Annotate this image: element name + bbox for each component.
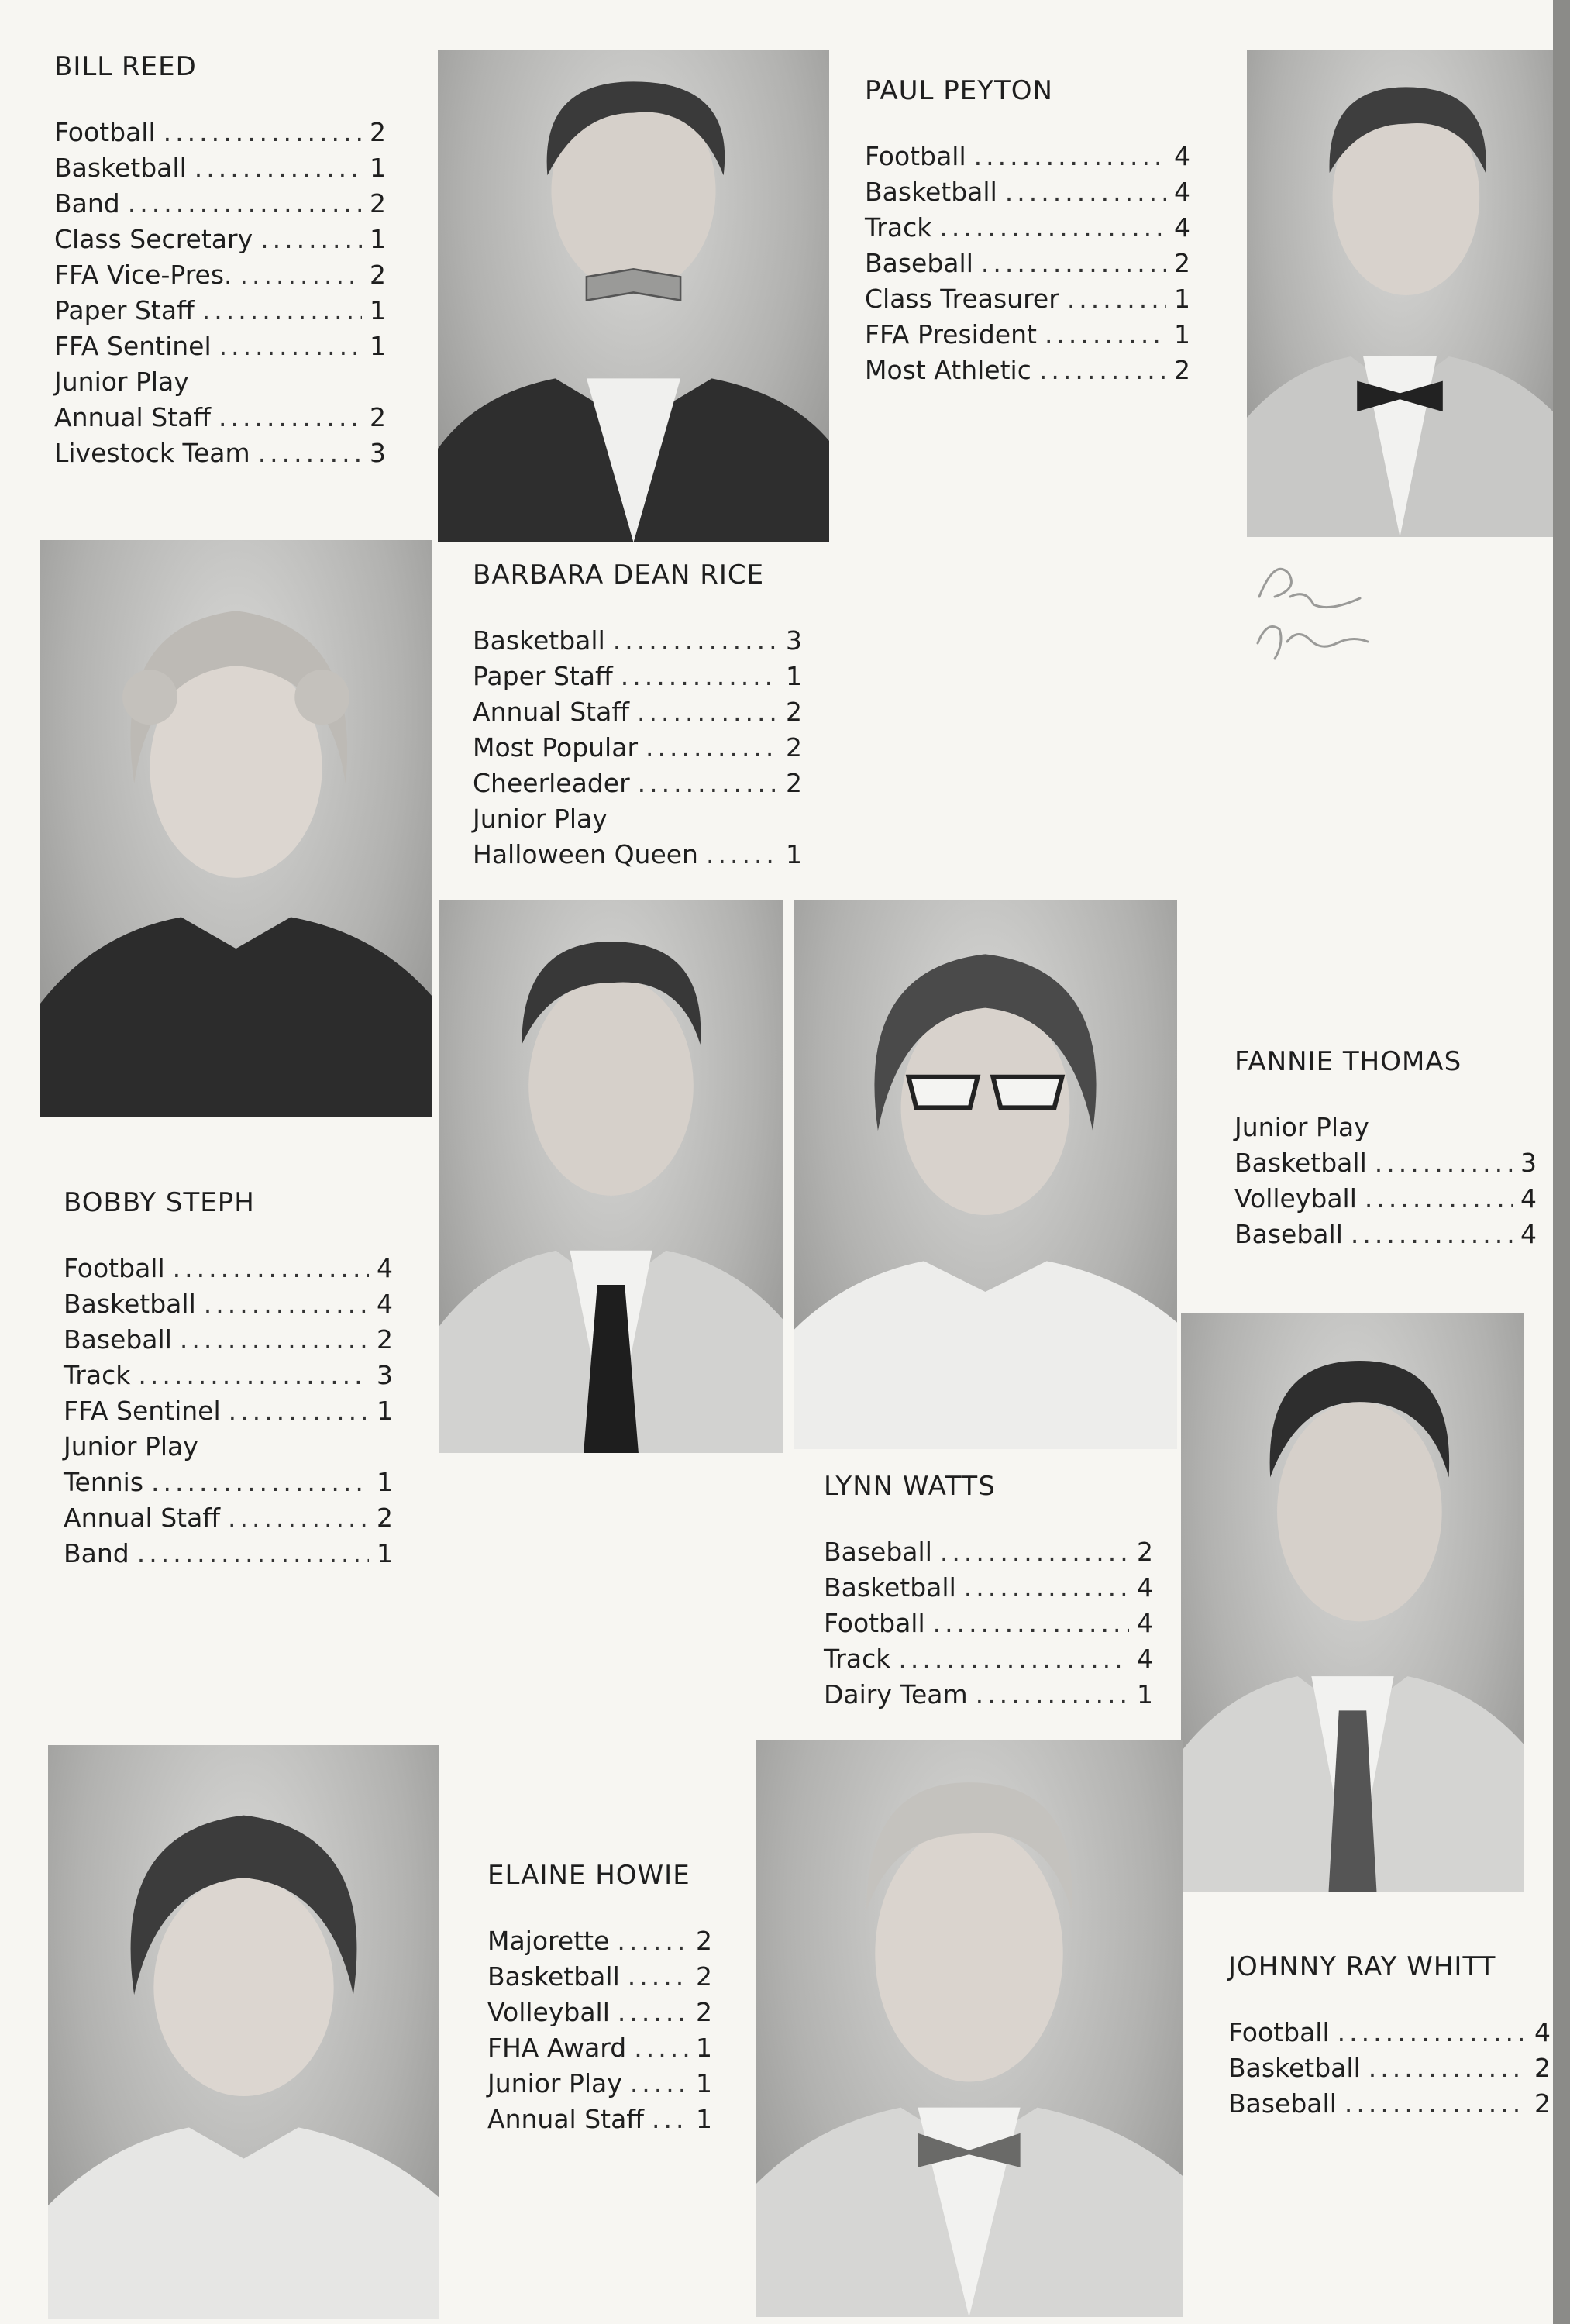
leader-dots — [1039, 353, 1166, 388]
activity-row — [54, 436, 386, 471]
activity-row — [54, 329, 386, 364]
activity-row — [824, 1534, 1153, 1570]
activity-label: Basketball — [473, 625, 605, 656]
activity-row — [865, 317, 1190, 353]
activity-row — [1234, 1145, 1537, 1181]
activity-row — [865, 353, 1190, 388]
activity-years: 2 — [1534, 2088, 1551, 2119]
activity-label: Most Popular — [473, 732, 639, 763]
activity-row — [824, 1641, 1153, 1677]
leader-dots — [219, 400, 362, 436]
activity-years: 1 — [377, 1538, 393, 1568]
activity-row — [824, 1606, 1153, 1641]
bio-barbara-dean-rice — [473, 559, 802, 873]
activity-years: 1 — [1137, 1679, 1153, 1709]
leader-dots — [1338, 2015, 1527, 2050]
activity-row — [865, 174, 1190, 210]
leader-dots — [260, 222, 362, 257]
leader-dots — [173, 1251, 369, 1286]
activity-years: 1 — [370, 153, 386, 183]
activity-years: 2 — [370, 260, 386, 290]
activity-label: Volleyball — [1234, 1183, 1357, 1214]
activity-row — [487, 2030, 712, 2066]
activity-row — [64, 1251, 393, 1286]
activity-years: 2 — [786, 697, 802, 727]
student-name: ELAINE HOWIE — [487, 1860, 690, 1891]
leader-dots — [940, 1534, 1129, 1570]
activity-row — [1234, 1181, 1537, 1217]
activity-years: 1 — [377, 1396, 393, 1426]
activity-row — [54, 150, 386, 186]
leader-dots — [628, 1959, 688, 1995]
activity-label: Baseball — [865, 248, 973, 278]
leader-dots — [976, 1677, 1129, 1713]
leader-dots — [195, 150, 362, 186]
activity-years: 1 — [1174, 319, 1190, 349]
activity-row — [473, 623, 802, 659]
leader-dots — [637, 694, 778, 730]
bio-lynn-watts — [824, 1471, 1153, 1713]
activity-years: 1 — [786, 661, 802, 691]
activity-years: 2 — [370, 188, 386, 219]
activity-label: Track — [824, 1644, 891, 1674]
portrait-paul-peyton — [1247, 50, 1553, 537]
activity-label: Annual Staff — [487, 2104, 645, 2134]
leader-dots — [219, 329, 362, 364]
activity-label: Football — [54, 117, 156, 147]
activity-label: Halloween Queen — [473, 839, 698, 869]
handwritten-signature — [1244, 542, 1395, 674]
student-name: PAUL PEYTON — [865, 75, 1053, 106]
activity-row — [54, 364, 386, 400]
leader-dots — [1365, 1181, 1513, 1217]
leader-dots — [1351, 1217, 1513, 1252]
leader-dots — [1005, 174, 1166, 210]
activity-row — [473, 659, 802, 694]
activity-row — [487, 2102, 712, 2137]
activity-years: 4 — [377, 1253, 393, 1283]
activity-label: Annual Staff — [473, 697, 630, 727]
leader-dots — [652, 2102, 688, 2137]
activity-row — [1234, 1217, 1537, 1252]
portrait-fannie-thomas — [794, 900, 1177, 1449]
activity-label: Tennis — [64, 1467, 144, 1497]
leader-dots — [617, 1923, 688, 1959]
activity-years: 4 — [1174, 212, 1190, 243]
activity-years: 1 — [370, 224, 386, 254]
activity-label: FFA Sentinel — [54, 331, 212, 361]
activity-row — [64, 1429, 393, 1465]
leader-dots — [229, 1393, 369, 1429]
activity-row — [473, 730, 802, 766]
leader-dots — [180, 1322, 369, 1358]
activity-label: FFA Vice-Pres. — [54, 260, 232, 290]
activity-label: FFA President — [865, 319, 1037, 349]
activity-label: Majorette — [487, 1926, 610, 1956]
leader-dots — [164, 115, 362, 150]
activity-row — [473, 801, 802, 837]
activity-years: 3 — [1520, 1148, 1537, 1178]
leader-dots — [1067, 281, 1166, 317]
activity-label: Basketball — [865, 177, 997, 207]
activity-years: 3 — [370, 438, 386, 468]
activity-row — [54, 400, 386, 436]
activity-row — [64, 1500, 393, 1536]
activity-label: Baseball — [64, 1324, 172, 1355]
activity-years: 1 — [370, 295, 386, 325]
activity-label: Dairy Team — [824, 1679, 968, 1709]
leader-dots — [202, 293, 362, 329]
activity-label: Class Secretary — [54, 224, 253, 254]
bio-bobby-steph — [64, 1187, 393, 1572]
leader-dots — [1375, 1145, 1513, 1181]
activity-row — [865, 210, 1190, 246]
activity-label: Basketball — [487, 1961, 620, 1992]
activity-label: Annual Staff — [64, 1503, 221, 1533]
activity-label: Basketball — [1234, 1148, 1367, 1178]
activity-label: Football — [64, 1253, 165, 1283]
student-name: BILL REED — [54, 51, 197, 82]
portrait-johnny-ray-whitt — [756, 1740, 1183, 2317]
leader-dots — [1045, 317, 1166, 353]
activity-label: Volleyball — [487, 1997, 610, 2027]
activity-row — [473, 766, 802, 801]
activity-row — [865, 139, 1190, 174]
leader-dots — [258, 436, 362, 471]
leader-dots — [974, 139, 1166, 174]
activity-label: Livestock Team — [54, 438, 250, 468]
leader-dots — [618, 1995, 688, 2030]
activity-row — [1228, 2015, 1551, 2050]
leader-dots — [228, 1500, 369, 1536]
activity-row — [1228, 2086, 1551, 2122]
activity-row — [64, 1322, 393, 1358]
activity-row — [487, 2066, 712, 2102]
activity-label: Most Athletic — [865, 355, 1031, 385]
student-name: FANNIE THOMAS — [1234, 1046, 1462, 1077]
activity-row — [54, 293, 386, 329]
leader-dots — [240, 257, 362, 293]
activity-label: Junior Play — [473, 804, 608, 834]
activity-years: 4 — [1137, 1644, 1153, 1674]
activity-row — [487, 1959, 712, 1995]
leader-dots — [706, 837, 778, 873]
activity-label: Football — [865, 141, 966, 171]
activity-row — [1234, 1110, 1537, 1145]
activity-years: 1 — [786, 839, 802, 869]
leader-dots — [634, 2030, 688, 2066]
bio-fannie-thomas — [1234, 1046, 1537, 1252]
activity-row — [487, 1923, 712, 1959]
activity-row — [865, 246, 1190, 281]
student-name: LYNN WATTS — [824, 1471, 996, 1502]
activity-row — [64, 1358, 393, 1393]
leader-dots — [1369, 2050, 1527, 2086]
activity-years: 1 — [1174, 284, 1190, 314]
activity-label: Band — [64, 1538, 129, 1568]
leader-dots — [630, 2066, 688, 2102]
activity-label: Basketball — [54, 153, 187, 183]
activity-label: Junior Play — [54, 367, 189, 397]
activity-years: 2 — [1137, 1537, 1153, 1567]
activity-label: Basketball — [824, 1572, 956, 1603]
leader-dots — [981, 246, 1166, 281]
activity-years: 3 — [377, 1360, 393, 1390]
activity-years: 2 — [1534, 2053, 1551, 2083]
activity-years: 2 — [696, 1997, 712, 2027]
activity-label: Baseball — [1234, 1219, 1343, 1249]
activity-label: Cheerleader — [473, 768, 630, 798]
activity-label: Basketball — [1228, 2053, 1361, 2083]
leader-dots — [613, 623, 778, 659]
activity-years: 2 — [786, 732, 802, 763]
activity-label: Football — [1228, 2017, 1330, 2047]
activity-years: 2 — [370, 117, 386, 147]
leader-dots — [646, 730, 778, 766]
bio-bill-reed — [54, 51, 386, 471]
activity-years: 1 — [696, 2104, 712, 2134]
activity-label: FFA Sentinel — [64, 1396, 221, 1426]
activity-years: 2 — [370, 402, 386, 432]
activity-row — [64, 1536, 393, 1572]
portrait-lynn-watts — [1181, 1313, 1524, 1892]
activity-label: Football — [824, 1608, 925, 1638]
activity-years: 1 — [696, 2068, 712, 2098]
leader-dots — [151, 1465, 369, 1500]
activity-years: 2 — [1174, 248, 1190, 278]
activity-row — [54, 257, 386, 293]
leader-dots — [138, 1358, 369, 1393]
leader-dots — [638, 766, 778, 801]
portrait-barbara-dean-rice — [40, 540, 432, 1117]
activity-years: 4 — [1520, 1219, 1537, 1249]
leader-dots — [898, 1641, 1129, 1677]
activity-row — [54, 115, 386, 150]
student-name: BOBBY STEPH — [64, 1187, 255, 1218]
activity-row — [54, 186, 386, 222]
portrait-bill-reed — [438, 50, 829, 542]
activity-years: 4 — [377, 1289, 393, 1319]
activity-label: Junior Play — [64, 1431, 198, 1462]
leader-dots — [128, 186, 362, 222]
leader-dots — [964, 1570, 1129, 1606]
activity-row — [824, 1677, 1153, 1713]
activity-years: 1 — [370, 331, 386, 361]
bio-paul-peyton — [865, 75, 1190, 388]
activity-years: 4 — [1137, 1608, 1153, 1638]
activity-years: 4 — [1520, 1183, 1537, 1214]
activity-row — [64, 1286, 393, 1322]
activity-row — [64, 1465, 393, 1500]
student-name: JOHNNY RAY WHITT — [1228, 1951, 1496, 1982]
activity-years: 2 — [1174, 355, 1190, 385]
activity-years: 4 — [1174, 177, 1190, 207]
activity-label: Paper Staff — [54, 295, 195, 325]
activity-label: Basketball — [64, 1289, 196, 1319]
activity-years: 2 — [377, 1503, 393, 1533]
leader-dots — [933, 1606, 1129, 1641]
activity-label: Class Treasurer — [865, 284, 1059, 314]
activity-years: 2 — [377, 1324, 393, 1355]
activity-label: FHA Award — [487, 2033, 627, 2063]
portrait-elaine-howie — [48, 1745, 439, 2319]
activity-label: Band — [54, 188, 120, 219]
activity-years: 1 — [377, 1467, 393, 1497]
activity-years: 4 — [1174, 141, 1190, 171]
activity-row — [865, 281, 1190, 317]
page-binding-edge — [1553, 0, 1570, 2324]
activity-years: 1 — [696, 2033, 712, 2063]
leader-dots — [621, 659, 778, 694]
activity-row — [487, 1995, 712, 2030]
leader-dots — [939, 210, 1166, 246]
leader-dots — [204, 1286, 369, 1322]
activity-years: 4 — [1137, 1572, 1153, 1603]
activity-row — [64, 1393, 393, 1429]
student-name: BARBARA DEAN RICE — [473, 559, 765, 590]
activity-years: 2 — [696, 1926, 712, 1956]
activity-label: Paper Staff — [473, 661, 613, 691]
activity-label: Track — [865, 212, 932, 243]
activity-label: Junior Play — [1234, 1112, 1369, 1142]
activity-label: Baseball — [824, 1537, 932, 1567]
activity-years: 2 — [786, 768, 802, 798]
activity-row — [1228, 2050, 1551, 2086]
activity-row — [824, 1570, 1153, 1606]
activity-label: Junior Play — [487, 2068, 622, 2098]
activity-years: 3 — [786, 625, 802, 656]
leader-dots — [1344, 2086, 1527, 2122]
bio-johnny-ray-whitt — [1228, 1951, 1551, 2122]
bio-elaine-howie — [487, 1860, 712, 2137]
activity-label: Annual Staff — [54, 402, 212, 432]
activity-row — [473, 837, 802, 873]
portrait-bobby-steph — [439, 900, 783, 1453]
activity-row — [54, 222, 386, 257]
activity-years: 2 — [696, 1961, 712, 1992]
leader-dots — [137, 1536, 369, 1572]
activity-row — [473, 694, 802, 730]
activity-years: 4 — [1534, 2017, 1551, 2047]
activity-label: Track — [64, 1360, 131, 1390]
activity-label: Baseball — [1228, 2088, 1337, 2119]
